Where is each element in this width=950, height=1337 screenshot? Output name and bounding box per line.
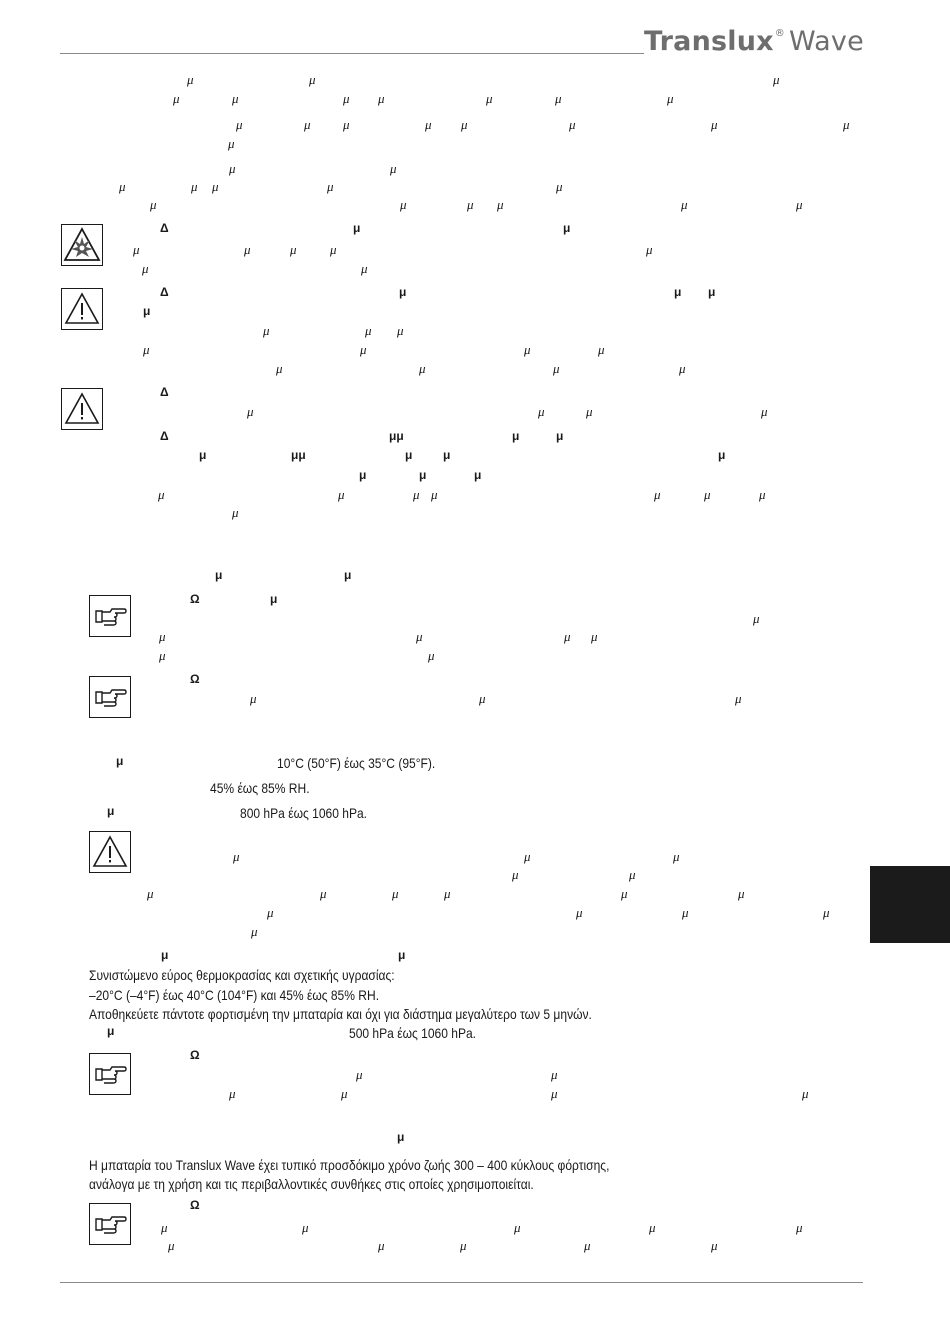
greek-glyph-mu: μ xyxy=(290,242,297,257)
greek-glyph-delta: Δ xyxy=(160,385,169,399)
greek-glyph-mu: μ xyxy=(738,886,745,901)
greek-glyph-mu: μ xyxy=(304,117,311,132)
greek-glyph-mu: μ xyxy=(419,361,426,376)
greek-glyph-mu_mu: μμ xyxy=(389,429,404,443)
warning-triangle-icon xyxy=(61,388,103,430)
greek-glyph-mu: μ xyxy=(681,197,688,212)
greek-glyph-mu: μ xyxy=(247,404,254,419)
greek-glyph-mu: μ xyxy=(479,691,486,706)
greek-glyph-mu: μ xyxy=(474,468,482,482)
greek-glyph-mu: μ xyxy=(646,242,653,257)
greek-glyph-mu: μ xyxy=(327,179,334,194)
storage-temperature-humidity-range: –20°C (–4°F) έως 40°C (104°F) και 45% έως 85% RH. xyxy=(89,987,380,1003)
pointing-hand-note-icon xyxy=(89,1053,131,1095)
greek-glyph-mu: μ xyxy=(251,924,258,939)
greek-glyph-mu: μ xyxy=(378,91,385,106)
greek-glyph-mu: μ xyxy=(843,117,850,132)
greek-glyph-mu: μ xyxy=(497,197,504,212)
greek-glyph-omega: Ω xyxy=(190,1048,200,1062)
greek-glyph-mu: μ xyxy=(735,691,742,706)
greek-glyph-mu: μ xyxy=(679,361,686,376)
greek-glyph-mu: μ xyxy=(416,629,423,644)
greek-glyph-mu: μ xyxy=(405,448,413,462)
storage-pressure-range: 500 hPa έως 1060 hPa. xyxy=(349,1025,477,1041)
greek-glyph-mu: μ xyxy=(467,197,474,212)
greek-glyph-mu: μ xyxy=(159,629,166,644)
greek-glyph-mu: μ xyxy=(564,629,571,644)
greek-glyph-mu: μ xyxy=(378,1238,385,1253)
greek-glyph-mu: μ xyxy=(338,487,345,502)
greek-glyph-mu: μ xyxy=(563,221,571,235)
greek-glyph-mu: μ xyxy=(228,136,235,151)
greek-glyph-mu: μ xyxy=(759,487,766,502)
greek-glyph-mu: μ xyxy=(486,91,493,106)
greek-glyph-mu: μ xyxy=(708,285,716,299)
greek-glyph-mu: μ xyxy=(229,1086,236,1101)
greek-glyph-mu: μ xyxy=(761,404,768,419)
operating-pressure-range: 800 hPa έως 1060 hPa. xyxy=(240,805,368,821)
greek-glyph-mu: μ xyxy=(667,91,674,106)
greek-glyph-mu: μ xyxy=(514,1220,521,1235)
greek-glyph-mu: μ xyxy=(598,342,605,357)
greek-glyph-mu: μ xyxy=(356,1067,363,1082)
greek-glyph-mu: μ xyxy=(584,1238,591,1253)
greek-glyph-mu: μ xyxy=(107,804,115,818)
greek-glyph-mu: μ xyxy=(753,611,760,626)
greek-glyph-mu: μ xyxy=(796,197,803,212)
greek-glyph-mu: μ xyxy=(796,1220,803,1235)
greek-glyph-omega: Ω xyxy=(190,672,200,686)
greek-glyph-delta: Δ xyxy=(160,429,169,443)
greek-glyph-mu: μ xyxy=(147,886,154,901)
greek-glyph-mu: μ xyxy=(107,1024,115,1038)
greek-glyph-mu: μ xyxy=(428,648,435,663)
greek-glyph-mu: μ xyxy=(212,179,219,194)
storage-intro: Συνιστώμενο εύρος θερμοκρασίας και σχετικής υγρασίας: xyxy=(89,967,395,983)
greek-glyph-mu: μ xyxy=(244,242,251,257)
greek-glyph-mu: μ xyxy=(341,1086,348,1101)
greek-glyph-mu: μ xyxy=(133,242,140,257)
greek-glyph-mu: μ xyxy=(551,1086,558,1101)
greek-glyph-mu: μ xyxy=(524,849,531,864)
greek-glyph-mu: μ xyxy=(359,468,367,482)
greek-glyph-mu: μ xyxy=(161,1220,168,1235)
pointing-hand-note-icon xyxy=(89,676,131,718)
greek-glyph-mu: μ xyxy=(343,91,350,106)
greek-glyph-mu: μ xyxy=(461,117,468,132)
greek-glyph-mu: μ xyxy=(270,592,278,606)
greek-glyph-mu: μ xyxy=(250,691,257,706)
greek-glyph-mu: μ xyxy=(143,342,150,357)
greek-glyph-mu: μ xyxy=(191,179,198,194)
greek-glyph-mu: μ xyxy=(576,905,583,920)
brand-logo xyxy=(644,26,864,57)
explosion-warning-icon xyxy=(61,224,103,266)
greek-glyph-mu: μ xyxy=(390,161,397,176)
brand-name-bold: Translux xyxy=(644,26,774,57)
greek-glyph-mu: μ xyxy=(649,1220,656,1235)
greek-glyph-mu: μ xyxy=(512,867,519,882)
battery-life-line-2: ανάλογα με τη χρήση και τις περιβαλλοντικές συνθήκες στις οποίες χρησιμοποιείται. xyxy=(89,1176,534,1192)
greek-glyph-mu: μ xyxy=(431,487,438,502)
brand-name-light: Wave xyxy=(788,26,864,57)
greek-glyph-mu: μ xyxy=(343,117,350,132)
greek-glyph-mu: μ xyxy=(443,448,451,462)
greek-glyph-mu: μ xyxy=(158,487,165,502)
greek-glyph-mu: μ xyxy=(674,285,682,299)
greek-glyph-mu: μ xyxy=(344,568,352,582)
greek-glyph-mu: μ xyxy=(161,948,169,962)
greek-glyph-mu: μ xyxy=(718,448,726,462)
section-tab-marker xyxy=(870,866,950,943)
greek-glyph-mu: μ xyxy=(263,323,270,338)
greek-glyph-mu: μ xyxy=(215,568,223,582)
greek-glyph-mu: μ xyxy=(586,404,593,419)
greek-glyph-mu: μ xyxy=(538,404,545,419)
greek-glyph-mu: μ xyxy=(621,886,628,901)
greek-glyph-mu: μ xyxy=(419,468,427,482)
greek-glyph-mu: μ xyxy=(397,323,404,338)
greek-glyph-mu: μ xyxy=(309,72,316,87)
greek-glyph-mu_mu: μμ xyxy=(291,448,306,462)
greek-glyph-mu: μ xyxy=(400,197,407,212)
greek-glyph-mu: μ xyxy=(556,179,563,194)
greek-glyph-mu: μ xyxy=(187,72,194,87)
greek-glyph-mu: μ xyxy=(444,886,451,901)
greek-glyph-omega: Ω xyxy=(190,592,200,606)
greek-glyph-mu: μ xyxy=(399,285,407,299)
warning-triangle-icon xyxy=(61,288,103,330)
greek-glyph-mu: μ xyxy=(361,261,368,276)
greek-glyph-mu: μ xyxy=(302,1220,309,1235)
greek-glyph-mu: μ xyxy=(229,161,236,176)
greek-glyph-mu: μ xyxy=(556,429,564,443)
greek-glyph-mu: μ xyxy=(704,487,711,502)
header-rule xyxy=(60,53,644,54)
greek-glyph-mu: μ xyxy=(353,221,361,235)
greek-glyph-mu: μ xyxy=(673,849,680,864)
greek-glyph-mu: μ xyxy=(116,754,124,768)
pointing-hand-note-icon xyxy=(89,595,131,637)
greek-glyph-mu: μ xyxy=(232,505,239,520)
warning-triangle-icon xyxy=(89,831,131,873)
greek-glyph-mu: μ xyxy=(143,304,151,318)
greek-glyph-mu: μ xyxy=(397,1130,405,1144)
greek-glyph-mu: μ xyxy=(569,117,576,132)
greek-glyph-mu: μ xyxy=(682,905,689,920)
greek-glyph-mu: μ xyxy=(425,117,432,132)
greek-glyph-mu: μ xyxy=(142,261,149,276)
greek-glyph-mu: μ xyxy=(232,91,239,106)
greek-glyph-mu: μ xyxy=(267,905,274,920)
greek-glyph-delta: Δ xyxy=(160,285,169,299)
greek-glyph-mu: μ xyxy=(320,886,327,901)
brand-registered-mark: ® xyxy=(774,28,785,39)
greek-glyph-mu: μ xyxy=(233,849,240,864)
greek-glyph-mu: μ xyxy=(159,648,166,663)
greek-glyph-mu: μ xyxy=(360,342,367,357)
greek-glyph-mu: μ xyxy=(276,361,283,376)
pointing-hand-note-icon xyxy=(89,1203,131,1245)
greek-glyph-mu: μ xyxy=(236,117,243,132)
greek-glyph-mu: μ xyxy=(551,1067,558,1082)
greek-glyph-mu: μ xyxy=(711,1238,718,1253)
battery-life-line-1: Η μπαταρία του Translux Wave έχει τυπικό προσδόκιμο χρόνο ζωής 300 – 400 κύκλους φόρτισης, xyxy=(89,1157,610,1173)
greek-glyph-mu: μ xyxy=(398,948,406,962)
greek-glyph-mu: μ xyxy=(365,323,372,338)
greek-glyph-mu: μ xyxy=(512,429,520,443)
greek-glyph-mu: μ xyxy=(199,448,207,462)
greek-glyph-mu: μ xyxy=(654,487,661,502)
greek-glyph-mu: μ xyxy=(802,1086,809,1101)
greek-glyph-mu: μ xyxy=(823,905,830,920)
greek-glyph-mu: μ xyxy=(553,361,560,376)
operating-temperature-range: 10°C (50°F) έως 35°C (95°F). xyxy=(277,755,436,771)
greek-glyph-mu: μ xyxy=(413,487,420,502)
greek-glyph-mu: μ xyxy=(460,1238,467,1253)
operating-humidity-range: 45% έως 85% RH. xyxy=(210,780,310,796)
greek-glyph-mu: μ xyxy=(168,1238,175,1253)
greek-glyph-mu: μ xyxy=(555,91,562,106)
greek-glyph-mu: μ xyxy=(591,629,598,644)
greek-glyph-delta: Δ xyxy=(160,221,169,235)
greek-glyph-mu: μ xyxy=(150,197,157,212)
greek-glyph-mu: μ xyxy=(173,91,180,106)
footer-rule xyxy=(60,1282,863,1283)
greek-glyph-mu: μ xyxy=(119,179,126,194)
greek-glyph-mu: μ xyxy=(330,242,337,257)
greek-glyph-mu: μ xyxy=(524,342,531,357)
greek-glyph-mu: μ xyxy=(711,117,718,132)
greek-glyph-mu: μ xyxy=(629,867,636,882)
greek-glyph-omega: Ω xyxy=(190,1198,200,1212)
greek-glyph-mu: μ xyxy=(773,72,780,87)
greek-glyph-mu: μ xyxy=(392,886,399,901)
storage-charge-instruction: Αποθηκεύετε πάντοτε φορτισμένη την μπαταρία και όχι για διάστημα μεγαλύτερο των 5 μηνών. xyxy=(89,1006,592,1022)
